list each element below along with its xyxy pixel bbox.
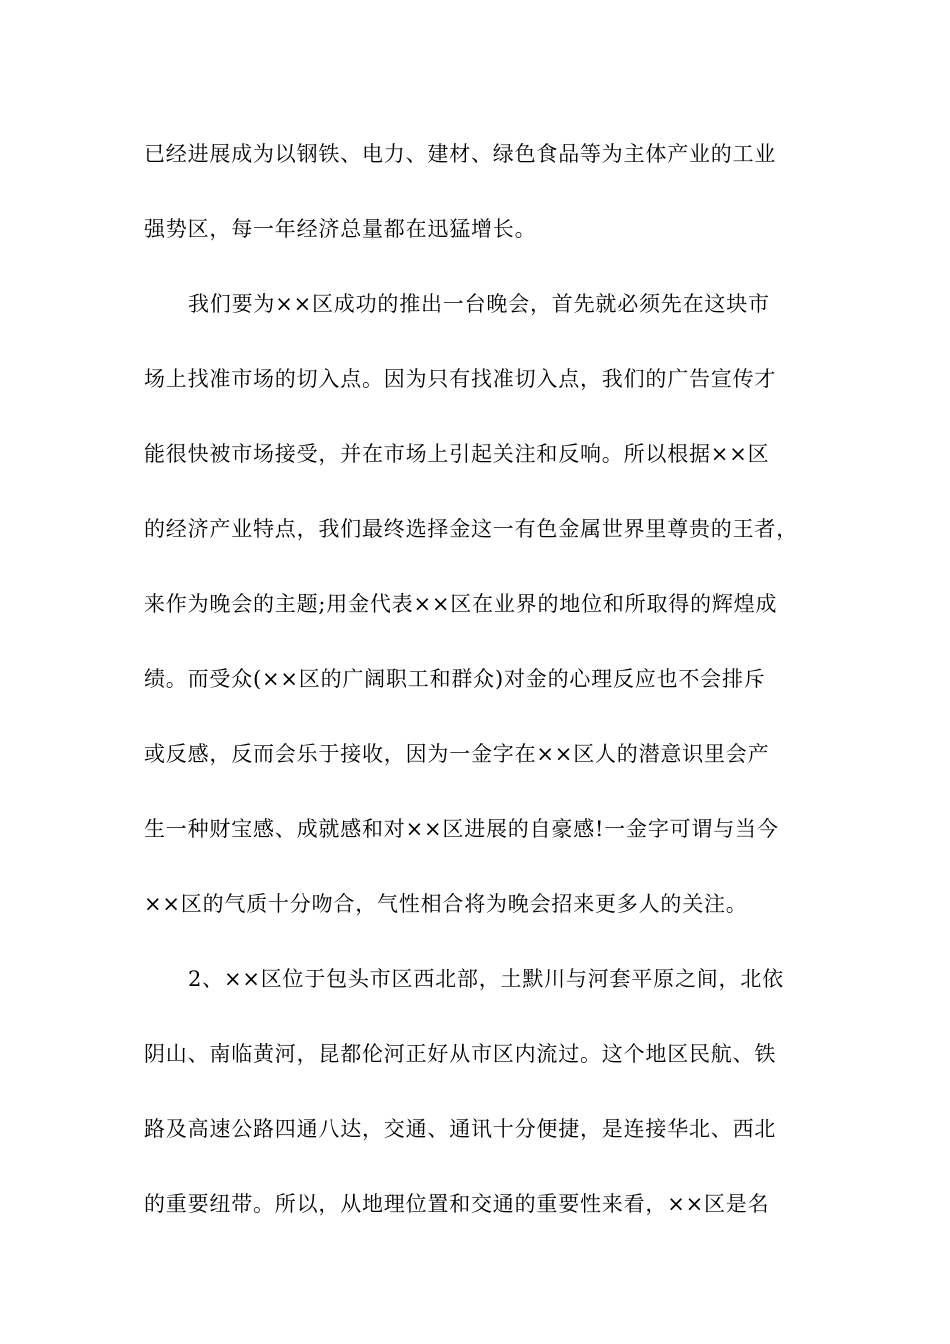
text-line: 或反感，反而会乐于接收，因为一金字在××区人的潜意识里会产 [144,742,770,766]
paragraph-start-line: 2、××区位于包头市区西北部，土默川与河套平原之间，北依 [188,967,784,991]
text-line: 绩。而受众(××区的广阔职工和群众)对金的心理反应也不会排斥 [144,667,766,691]
text-line: 的重要纽带。所以，从地理位置和交通的重要性来看，××区是名 [144,1192,770,1216]
text-line: 来作为晚会的主题;用金代表××区在业界的地位和所取得的辉煌成 [144,592,778,616]
text-line: ××区的气质十分吻合，气性相合将为晚会招来更多人的关注。 [144,892,748,916]
text-line: 路及高速公路四通八达，交通、通讯十分便捷，是连接华北、西北 [144,1117,777,1141]
text-line: 能很快被市场接受，并在市场上引起关注和反响。所以根据××区 [144,442,770,466]
document-body [144,132,824,1257]
text-line: 生一种财宝感、成就感和对××区进展的自豪感!一金字可谓与当今 [144,817,779,841]
text-line: 强势区，每一年经济总量都在迅猛增长。 [144,217,537,241]
paragraph-start-line: 我们要为××区成功的推出一台晚会，首先就必须先在这块市 [188,292,770,316]
text-line: 已经进展成为以钢铁、电力、建材、绿色食品等为主体产业的工业 [144,142,777,166]
text-line: 阴山、南临黄河，昆都伦河正好从市区内流过。这个地区民航、铁 [144,1042,777,1066]
text-line: 的经济产业特点，我们最终选择金这一有色金属世界里尊贵的王者， [144,517,798,541]
text-line: 场上找准市场的切入点。因为只有找准切入点，我们的广告宣传才 [144,367,777,391]
